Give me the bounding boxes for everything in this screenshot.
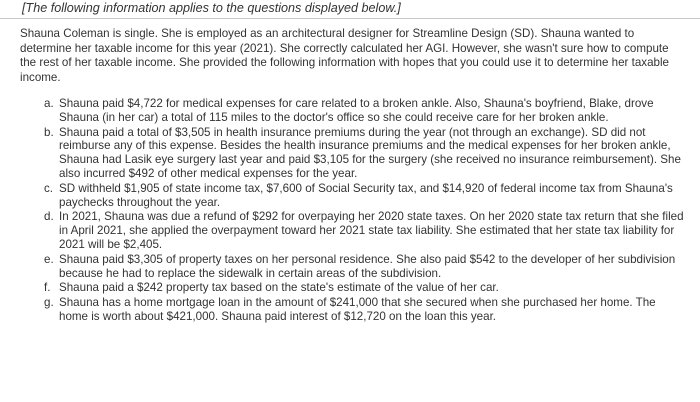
- information-list: [44, 97, 684, 325]
- list-item-f: [44, 281, 684, 295]
- item-text: Shauna paid a $242 property tax based on the state's estimate of the value of her car.: [59, 281, 499, 295]
- item-marker: f.: [44, 281, 51, 295]
- header-divider: [0, 18, 700, 19]
- item-text: Shauna paid $3,305 of property taxes on her personal residence. She also paid $542 to the developer of her subdivision because he had to replace the sidewalk in certain areas of the subdivision.: [59, 252, 676, 280]
- item-marker: d.: [44, 210, 54, 224]
- item-text: Shauna paid a total of $3,505 in health insurance premiums during the year (not through an exchange). SD did not reimburse any of this expense. Besides the health insurance premiums and the medical expenses for her broken ankle, Shauna had Lasik eye surgery last year and paid $3,105 for the surgery (she received no insurance reimbursement). She also incurred $492 of other medical expenses for the year.: [59, 125, 681, 180]
- item-marker: b.: [44, 125, 54, 139]
- item-text: SD withheld $1,905 of state income tax, $7,600 of Social Security tax, and $14,920 of federal income tax from Shauna's paychecks throughout the year.: [59, 181, 673, 209]
- list-item-a: [44, 97, 684, 125]
- item-text: Shauna paid $4,722 for medical expenses for care related to a broken ankle. Also, Shauna's boyfriend, Blake, drove Shauna (in her car) a total of 115 miles to the doctor's office so she could receive care for her broken ankle.: [59, 97, 654, 124]
- item-marker: a.: [44, 97, 54, 110]
- list-item-c: [44, 182, 684, 210]
- intro-paragraph: Shauna Coleman is single. She is employed as an architectural designer for Streamline Design (SD). Shauna wanted to determine her taxable income for this year (2021). She correctly calculated her AGI. However, she wasn't sure how to compute the rest of her taxable income. She provided the following information with hopes that you could use it to determine her taxable income.: [20, 27, 669, 84]
- list-item-e: [44, 253, 684, 281]
- instruction-note: [The following information applies to the questions displayed below.]: [22, 1, 401, 15]
- list-item-b: [44, 126, 684, 181]
- item-marker: c.: [44, 181, 54, 195]
- list-item-d: [44, 210, 684, 251]
- item-text: In 2021, Shauna was due a refund of $292 for overpaying her 2020 state taxes. On her 2020 state tax return that she filed in April 2021, she applied the overpayment toward her 2021 state tax liability. She estimated that her state tax liability for 2021 will be $2,405.: [59, 210, 684, 251]
- item-marker: e.: [44, 252, 54, 266]
- list-item-g: [44, 296, 684, 324]
- item-text: Shauna has a home mortgage loan in the amount of $241,000 that she secured when she purchased her home. The home is worth about $421,000. Shauna paid interest of $12,720 on the loan this year.: [59, 296, 656, 323]
- item-marker: g.: [44, 296, 54, 310]
